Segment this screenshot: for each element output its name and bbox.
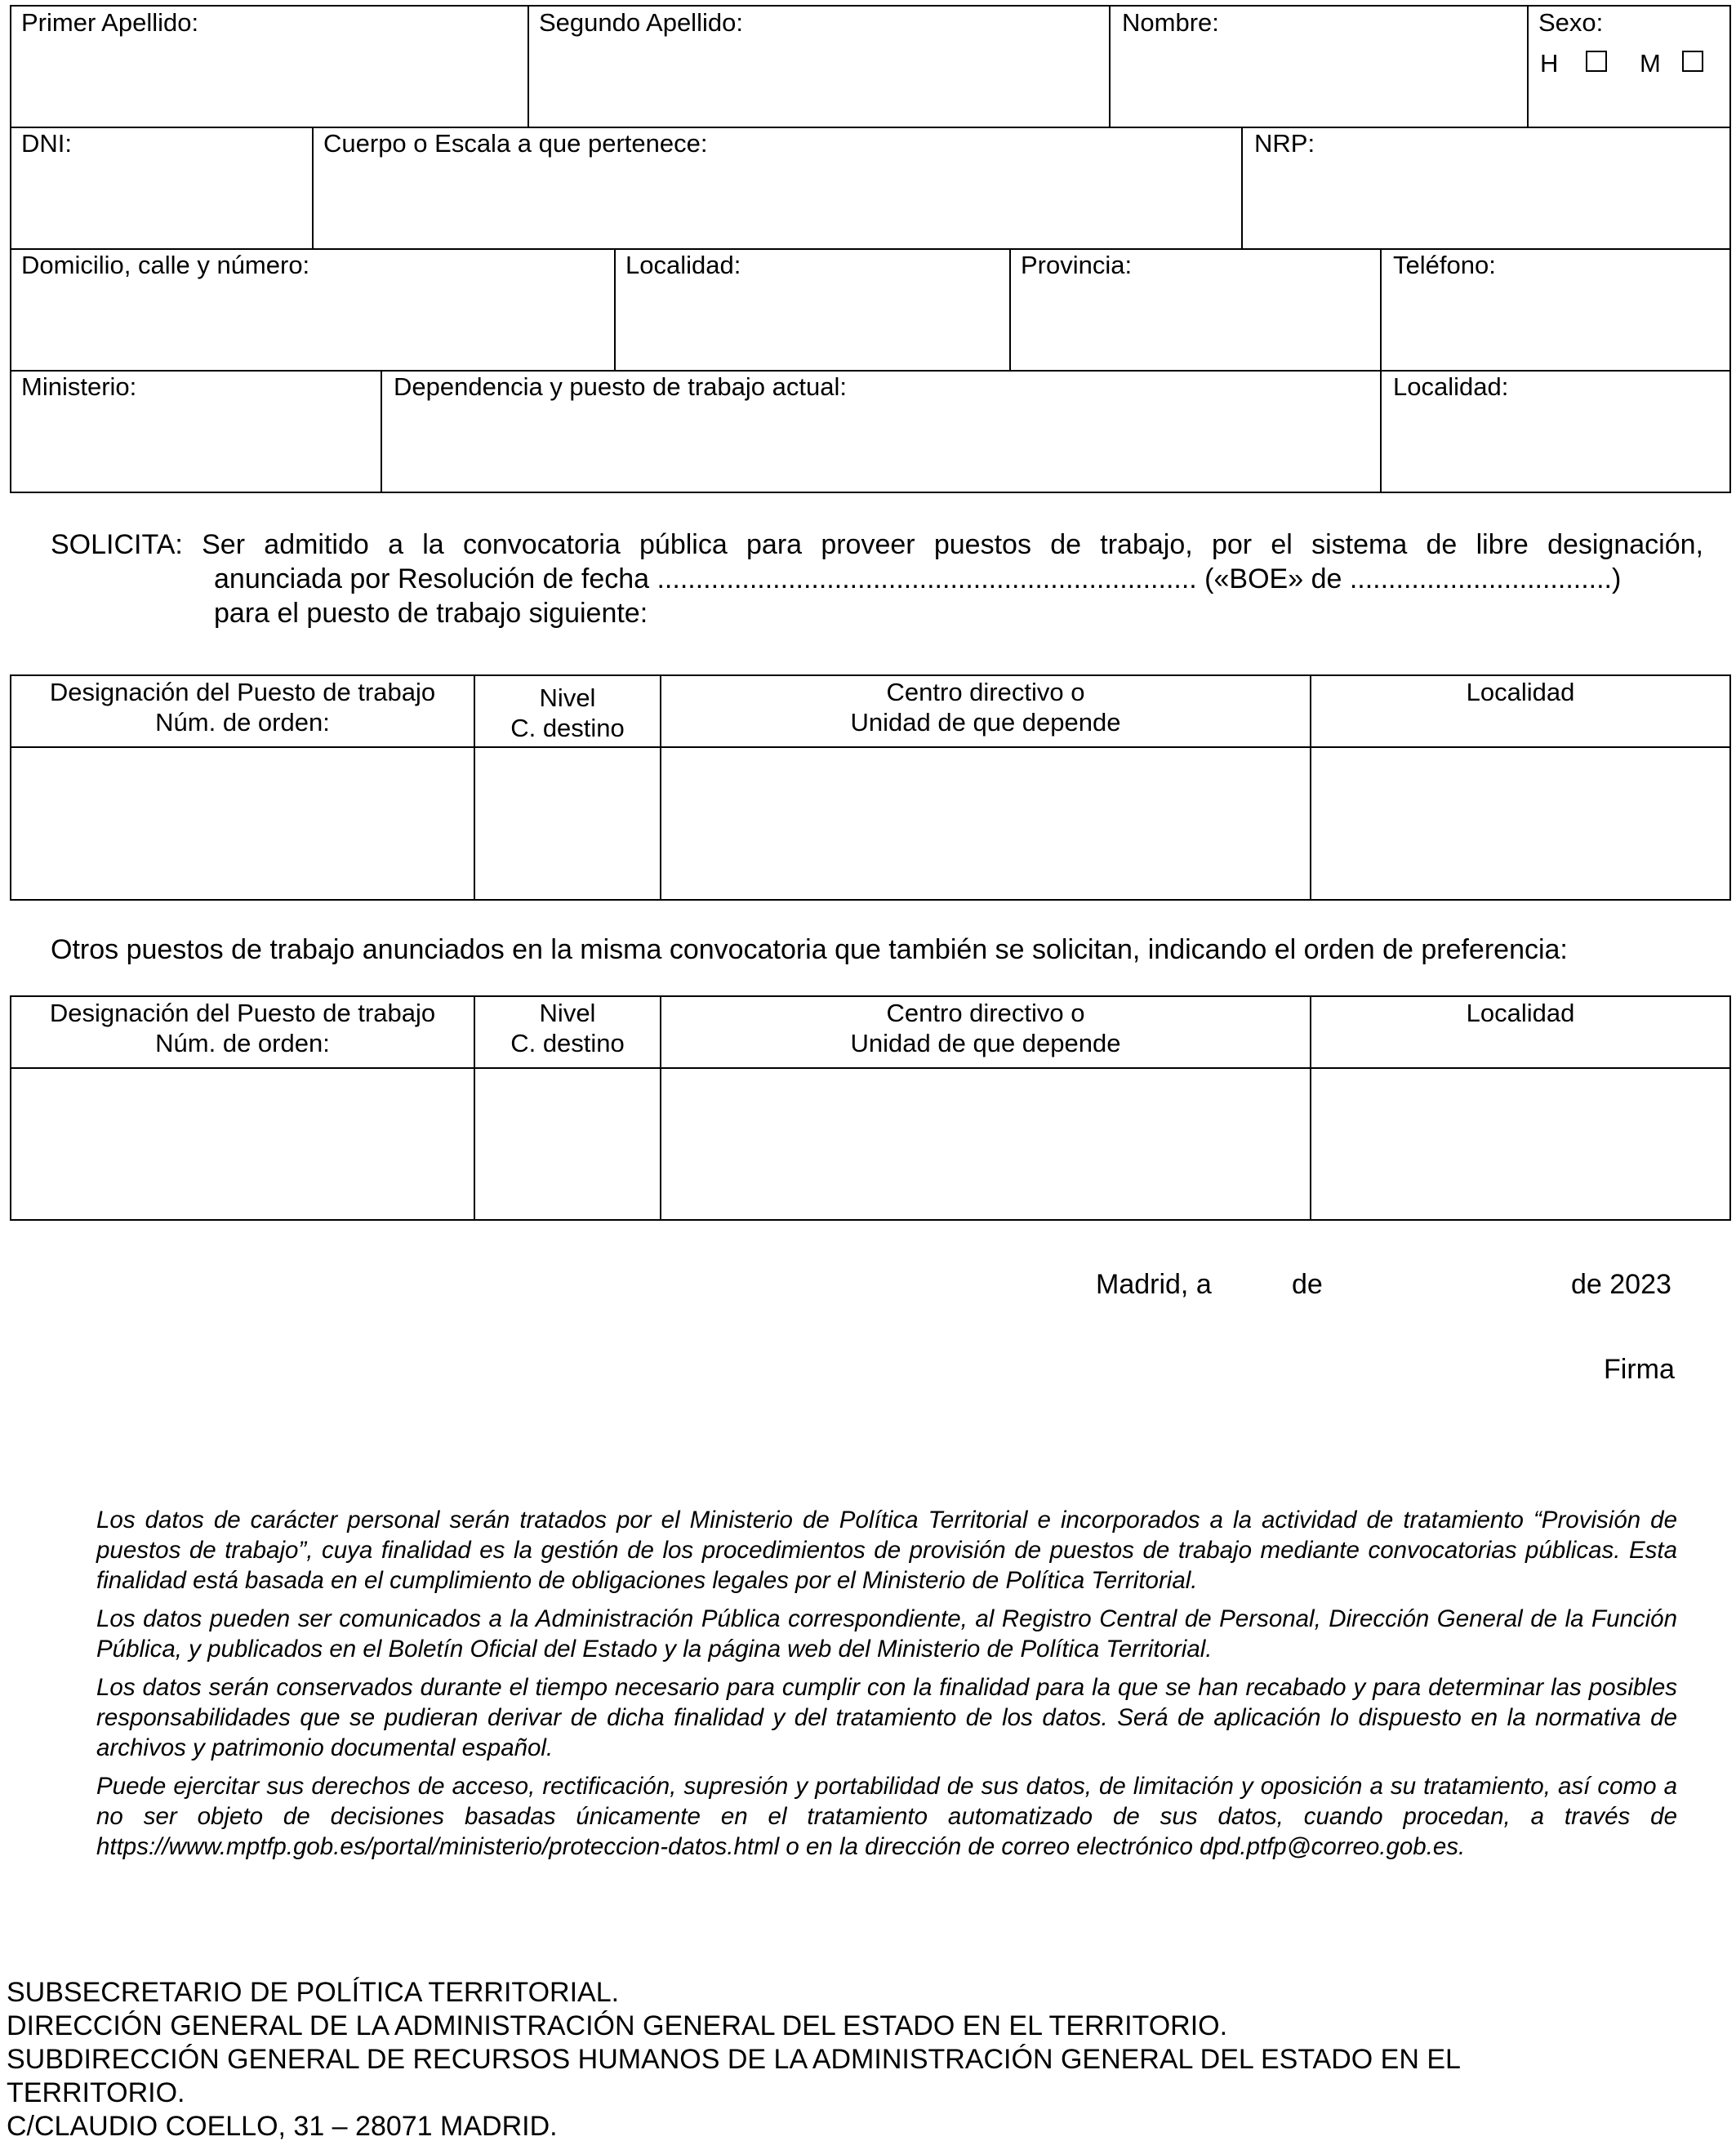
nrp-label: NRP: <box>1254 129 1315 158</box>
localidad-label: Localidad: <box>625 251 741 279</box>
row-separator <box>10 248 1731 250</box>
localidad-header: Localidad <box>1466 999 1575 1027</box>
sexo-h-label: H <box>1540 49 1559 78</box>
table-border-bottom <box>10 1219 1731 1221</box>
designacion-cell[interactable] <box>11 748 474 899</box>
solicita-text-2: anunciada por Resolución de fecha ...................................................................... («BOE» de ..................................) <box>214 563 1622 594</box>
footer-line: SUBSECRETARIO DE POLÍTICA TERRITORIAL. <box>7 1977 620 2008</box>
centro-cell[interactable] <box>661 1069 1310 1219</box>
telefono-label: Teléfono: <box>1393 251 1496 279</box>
table-border-top <box>10 674 1731 676</box>
localidad-header: Localidad <box>1466 678 1575 706</box>
dependencia-label: Dependencia y puesto de trabajo actual: <box>394 372 847 401</box>
legal-paragraph: Los datos pueden ser comunicados a la Administración Pública correspondiente, al Registro Central de Personal, Dirección General de la Función Pública, y publicados en el Boletín Oficial del Estado y la página web del Ministerio de Política Territorial. <box>96 1605 1677 1663</box>
col-separator <box>1009 248 1011 371</box>
col-separator <box>381 370 382 492</box>
table-border-right <box>1729 674 1731 901</box>
designacion-cell[interactable] <box>11 1069 474 1219</box>
solicita-line1 <box>51 527 1703 562</box>
cuerpo-label: Cuerpo o Escala a que pertenece: <box>323 129 708 158</box>
otros-puestos-text: Otros puestos de trabajo anunciados en la misma convocatoria que también se solicitan, indicando el orden de preferencia: <box>51 934 1568 965</box>
sexo-h-checkbox[interactable] <box>1586 51 1607 72</box>
grid-border-top <box>10 5 1731 7</box>
firma-label: Firma <box>1604 1354 1675 1385</box>
row-separator <box>10 127 1731 128</box>
nombre-label: Nombre: <box>1122 8 1219 37</box>
nivel-cell[interactable] <box>475 748 660 899</box>
row-separator <box>10 370 1731 372</box>
col-separator <box>1380 248 1382 371</box>
nivel-cell[interactable] <box>475 1069 660 1219</box>
domicilio-label: Domicilio, calle y número: <box>21 251 310 279</box>
centro-header: Centro directivo o Unidad de que depende <box>850 678 1121 737</box>
de-label: de <box>1292 1269 1323 1300</box>
designacion-header: Designación del Puesto de trabajo Núm. de orden: <box>49 999 436 1057</box>
address-footer <box>7 1976 1461 2143</box>
footer-line: DIRECCIÓN GENERAL DE LA ADMINISTRACIÓN GENERAL DEL ESTADO EN EL TERRITORIO. <box>7 2010 1228 2041</box>
localidad-trabajo-label: Localidad: <box>1393 372 1509 401</box>
designacion-header: Designación del Puesto de trabajo Núm. de orden: <box>49 678 436 737</box>
col-separator <box>614 248 616 371</box>
col-separator <box>312 127 314 249</box>
table-border-right <box>1729 995 1731 1221</box>
sexo-m-checkbox[interactable] <box>1682 51 1703 72</box>
centro-cell[interactable] <box>661 748 1310 899</box>
legal-paragraph: Los datos serán conservados durante el tiempo necesario para cumplir con la finalidad para la que se han recabado y para determinar las posibles responsabilidades que se pudieran derivar de dicha finalidad y del tratamiento de los datos. Será de aplicación lo dispuesto en la normativa de archivos y patrimonio documental español. <box>96 1674 1677 1761</box>
year-label: de 2023 <box>1571 1269 1671 1300</box>
sexo-label: Sexo: <box>1538 8 1604 37</box>
footer-line: TERRITORIO. <box>7 2077 185 2108</box>
nivel-header: Nivel C. destino <box>510 999 625 1057</box>
localidad-cell[interactable] <box>1311 1069 1729 1219</box>
segundo-apellido-label: Segundo Apellido: <box>539 8 743 37</box>
solicita-text-3: para el puesto de trabajo siguiente: <box>214 598 648 629</box>
data-protection-notice <box>96 1505 1677 1870</box>
dni-label: DNI: <box>21 129 72 158</box>
solicita-label: SOLICITA: <box>51 529 183 560</box>
ministerio-label: Ministerio: <box>21 372 137 401</box>
legal-paragraph: Puede ejercitar sus derechos de acceso, rectificación, supresión y portabilidad de sus datos, de limitación y oposición a su tratamiento, así como a no ser objeto de decisiones basadas únicamente en el tratamiento automatizado de sus datos, cuando procedan, a través de https://www.mptfp.gob.es/portal/ministerio/proteccion-datos.html o en la dirección de correo electrónico dpd.ptfp@correo.gob.es. <box>96 1773 1677 1860</box>
col-separator <box>1241 127 1243 249</box>
table-border-bottom <box>10 899 1731 901</box>
nivel-header: Nivel C. destino <box>510 683 625 742</box>
solicita-text-1: Ser admitido a la convocatoria pública para proveer puestos de trabajo, por el sistema de libre designación, <box>202 529 1703 560</box>
footer-line: SUBDIRECCIÓN GENERAL DE RECURSOS HUMANOS DE LA ADMINISTRACIÓN GENERAL DEL ESTADO EN EL <box>7 2044 1461 2075</box>
sexo-m-label: M <box>1640 49 1661 78</box>
madrid-label: Madrid, a <box>1096 1269 1212 1300</box>
table-border-top <box>10 995 1731 997</box>
primer-apellido-label: Primer Apellido: <box>21 8 199 37</box>
legal-paragraph: Los datos de carácter personal serán tratados por el Ministerio de Política Territorial e incorporados a la actividad de tratamiento “Provisión de puestos de trabajo”, cuya finalidad es la gestión de los procedimientos de provisión de puestos de trabajo mediante convocatorias públicas. Esta finalidad está basada en el cumplimiento de obligaciones legales por el Ministerio de Política Territorial. <box>96 1507 1677 1594</box>
col-separator <box>527 5 529 127</box>
provincia-label: Provincia: <box>1021 251 1133 279</box>
footer-line: C/CLAUDIO COELLO, 31 – 28071 MADRID. <box>7 2111 558 2142</box>
col-separator <box>1380 370 1382 492</box>
grid-border-bottom <box>10 492 1731 493</box>
col-separator <box>1109 5 1111 127</box>
localidad-cell[interactable] <box>1311 748 1729 899</box>
centro-header: Centro directivo o Unidad de que depende <box>850 999 1121 1057</box>
col-separator <box>1527 5 1529 127</box>
